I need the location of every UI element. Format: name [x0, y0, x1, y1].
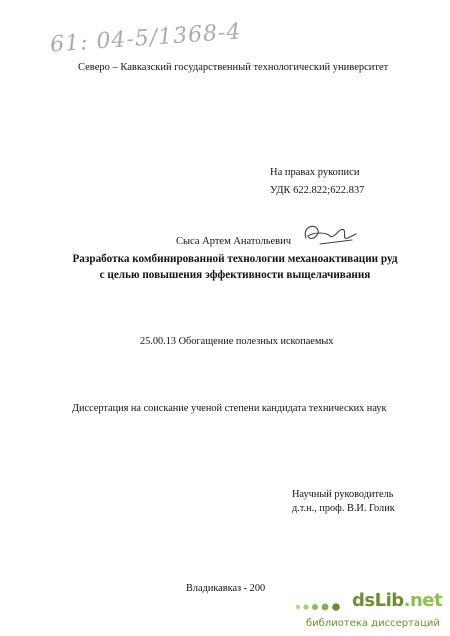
watermark [292, 590, 447, 634]
watermark-logo [352, 590, 442, 611]
handwritten-archive-number: 61: 04-5/1368-4 [49, 19, 243, 58]
title-line-1: Разработка комбинированной технологии механоактивации руд [72, 253, 398, 265]
signature-icon [300, 218, 360, 252]
watermark-logo-tld: .net [403, 590, 443, 611]
watermark-logo-main: dsLib [352, 590, 404, 611]
degree-statement: Диссертация на соискание ученой степени кандидата технических наук [72, 403, 387, 414]
university-name: Северо – Кавказский государственный технологический университет [78, 62, 389, 73]
dissertation-title [40, 251, 430, 283]
udc-code: УДК 622.822;622.837 [270, 185, 365, 196]
dslib-logo-icon [292, 598, 348, 616]
specialty-code: 25.00.13 Обогащение полезных ископаемых [140, 336, 334, 347]
city-year: Владикавказ - 200 [186, 583, 266, 594]
manuscript-rights-label: На правах рукописи [270, 167, 360, 178]
supervisor-role: Научный руководитель [292, 489, 394, 500]
watermark-subtitle: библиотека диссертаций [306, 618, 440, 629]
supervisor-block [292, 488, 395, 516]
author-name: Сыса Артем Анатольевич [176, 236, 292, 247]
title-line-2: с целью повышения эффективности выщелачивания [99, 269, 371, 281]
supervisor-name: д.т.н., проф. В.И. Голик [292, 503, 395, 514]
